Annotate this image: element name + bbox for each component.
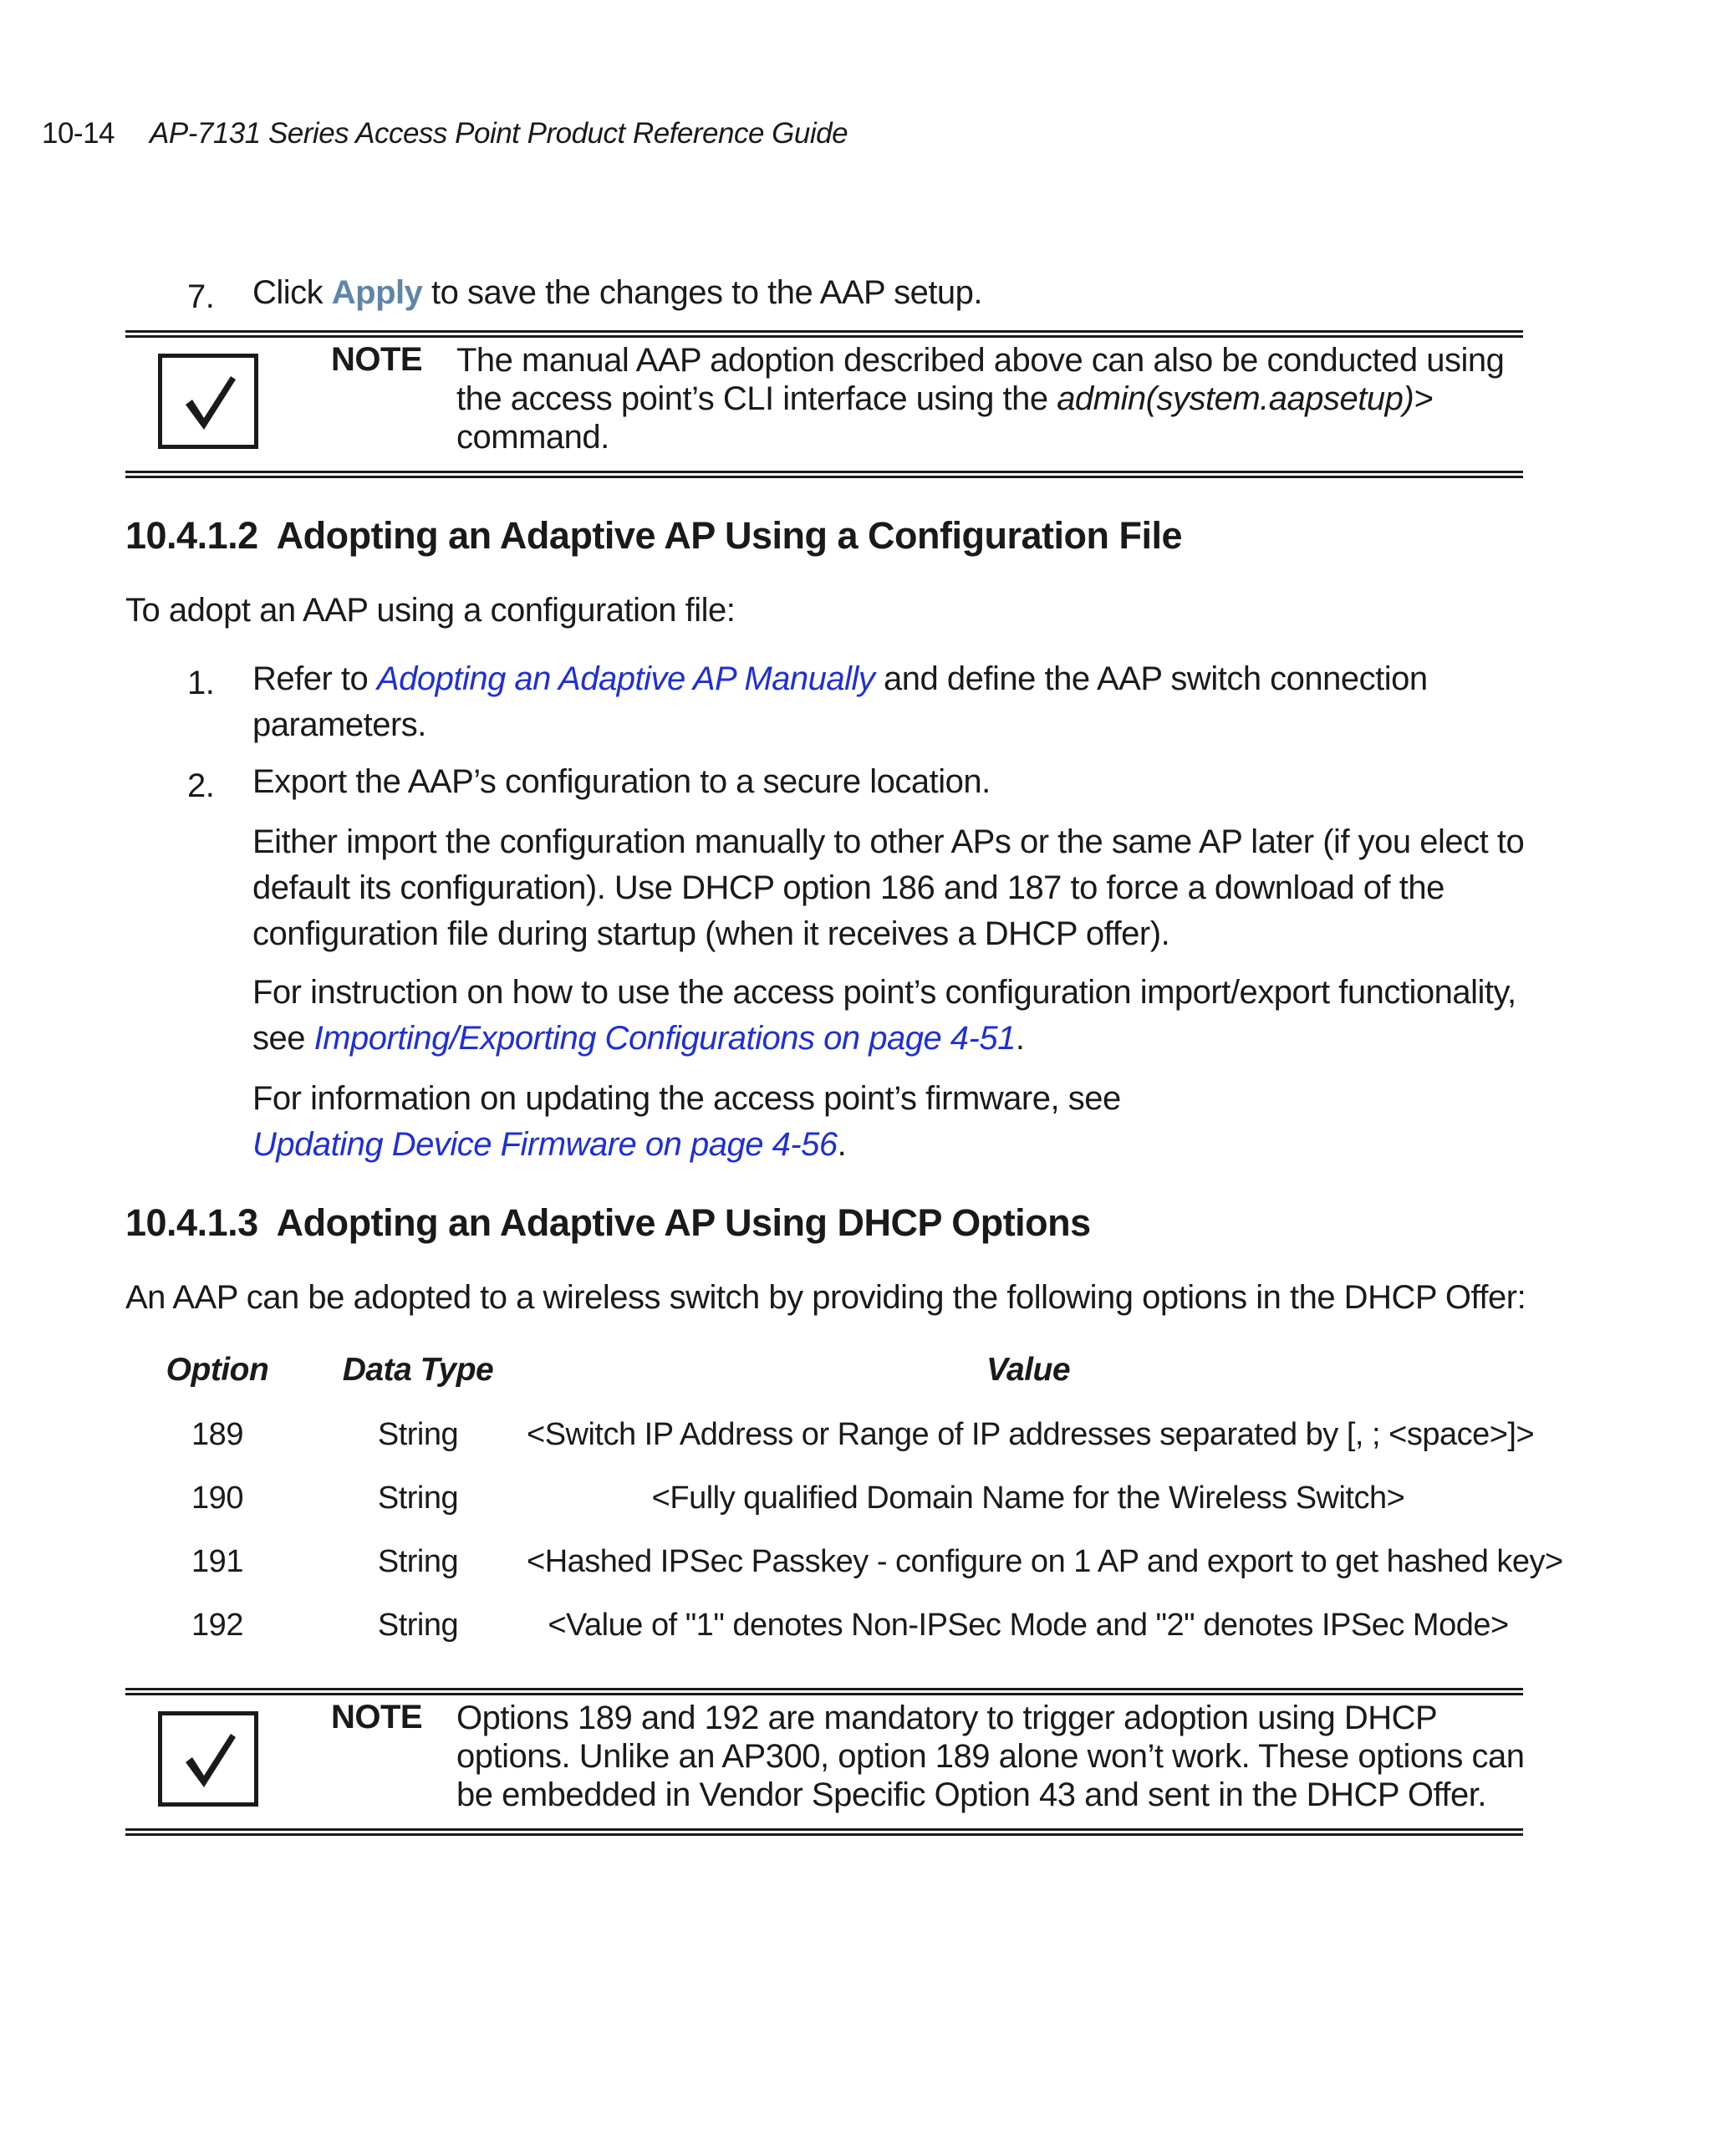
table-cell: <Fully qualified Domain Name for the Wireless Switch> bbox=[651, 1481, 1405, 1516]
table-header-value: Value bbox=[986, 1352, 1071, 1388]
table-header-option: Option bbox=[166, 1352, 269, 1388]
note-1-bottom-rule bbox=[125, 471, 1523, 478]
note-2-top-rule bbox=[125, 1688, 1523, 1695]
table-cell: String bbox=[377, 1417, 459, 1452]
table-cell: String bbox=[377, 1608, 459, 1643]
table-cell: <Hashed IPSec Passkey - configure on 1 AP and export to get hashed key> bbox=[527, 1544, 1563, 1579]
note-1-top-rule bbox=[125, 330, 1523, 338]
step-7-text: Click Apply to save the changes to the AAP setup. bbox=[252, 274, 983, 311]
note-2-text: Options 189 and 192 are mandatory to trigger adoption using DHCP options. Unlike an AP300, option 189 alone won’t work. These options can be embedded in Vendor Specific Option 43 and sent in the DHCP Offer. bbox=[456, 1700, 1525, 1813]
note-2-bottom-rule bbox=[125, 1828, 1523, 1836]
running-header bbox=[42, 117, 848, 150]
step-7-number: 7. bbox=[187, 278, 215, 315]
note-1-text: The manual AAP adoption described above can also be conducted using the access point’s CLI interface using the admin(system.aapsetup)> command. bbox=[456, 342, 1505, 456]
item-1-number: 1. bbox=[187, 665, 215, 701]
item-1-text: Refer to Adopting an Adaptive AP Manually and define the AAP switch connection parameters. bbox=[252, 660, 1428, 743]
table-cell: 191 bbox=[191, 1544, 243, 1579]
link-adopting-manually[interactable]: Adopting an Adaptive AP Manually bbox=[376, 660, 875, 697]
para-import-config: Either import the configuration manually to other APs or the same AP later (if you elect to default its configuration). Use DHCP option 186 and 187 to force a download of the configuration file during startup (when it receives a DHCP offer). bbox=[252, 823, 1525, 952]
section-heading-dhcp-options: 10.4.1.3 Adopting an Adaptive AP Using DHCP Options bbox=[125, 1201, 1091, 1244]
item-2-text: Export the AAP’s configuration to a secure location. bbox=[252, 763, 991, 800]
apply-button-reference: Apply bbox=[331, 274, 423, 311]
link-updating-firmware[interactable]: Updating Device Firmware on page 4-56 bbox=[252, 1126, 838, 1163]
table-cell: String bbox=[377, 1481, 459, 1516]
page-number: 10-14 bbox=[42, 117, 115, 150]
table-cell: 192 bbox=[191, 1608, 243, 1643]
item-2-number: 2. bbox=[187, 767, 215, 804]
link-import-export-configurations[interactable]: Importing/Exporting Configurations on page 4-51 bbox=[313, 1020, 1016, 1057]
para-firmware: For information on updating the access point’s firmware, see Updating Device Firmware on page 4-56. bbox=[252, 1080, 1121, 1163]
table-cell: String bbox=[377, 1544, 459, 1579]
checkmark-icon bbox=[158, 1711, 258, 1807]
para-import-export: For instruction on how to use the access point’s configuration import/export functionality, see Importing/Exporting Configurations on page 4-51. bbox=[252, 974, 1516, 1057]
note-1-label: NOTE bbox=[331, 341, 423, 378]
note-2-label: NOTE bbox=[331, 1699, 423, 1736]
table-header-data-type: Data Type bbox=[342, 1352, 494, 1388]
checkmark-icon bbox=[158, 354, 258, 449]
cli-command: admin(system.aapsetup)> bbox=[1057, 380, 1434, 417]
table-cell: 189 bbox=[191, 1417, 243, 1452]
table-cell: <Value of "1" denotes Non-IPSec Mode and "2" denotes IPSec Mode> bbox=[548, 1608, 1509, 1643]
section-heading-config-file: 10.4.1.2 Adopting an Adaptive AP Using a Configuration File bbox=[125, 514, 1183, 557]
section-1-intro: To adopt an AAP using a configuration file: bbox=[125, 592, 736, 629]
table-cell: 190 bbox=[191, 1481, 243, 1516]
section-2-intro: An AAP can be adopted to a wireless switch by providing the following options in the DHCP Offer: bbox=[125, 1279, 1526, 1316]
table-cell: <Switch IP Address or Range of IP addresses separated by [, ; <space>]> bbox=[527, 1417, 1535, 1452]
guide-title: AP-7131 Series Access Point Product Reference Guide bbox=[150, 117, 848, 150]
